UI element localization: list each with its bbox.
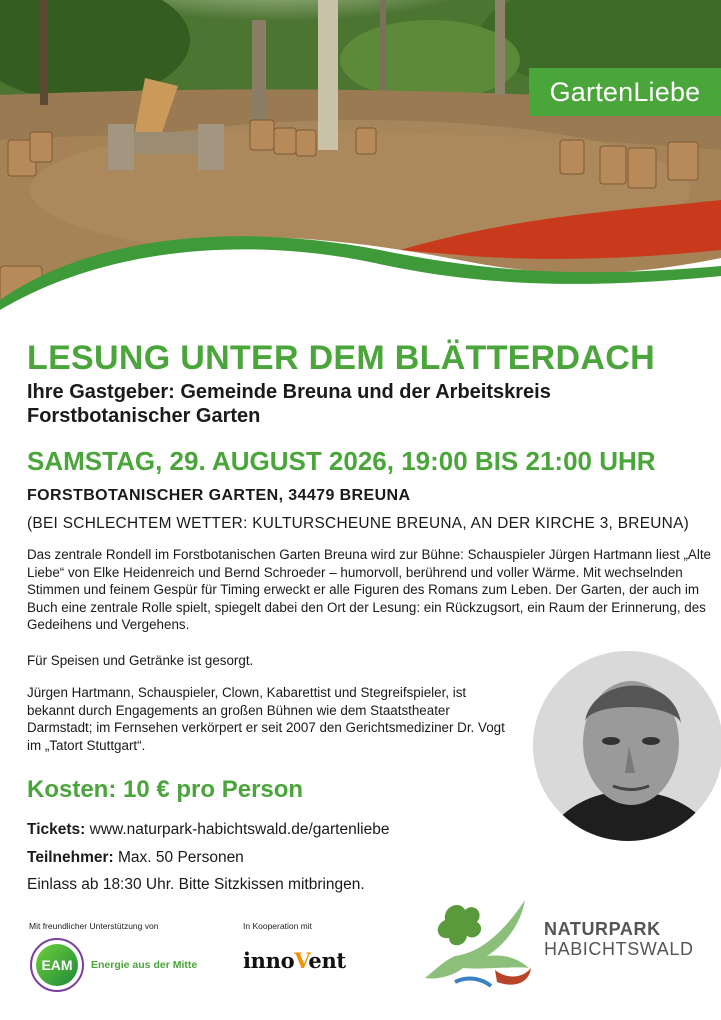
portrait-image xyxy=(533,651,721,841)
eam-tagline: Energie aus der Mitte xyxy=(91,959,198,971)
catering-note: Für Speisen und Getränke ist gesorgt. xyxy=(27,653,254,668)
tickets-label: Tickets: xyxy=(27,821,86,838)
forest-garden-illustration xyxy=(0,0,721,330)
innovent-logo-part: inno xyxy=(243,948,295,973)
costs: Kosten: 10 € pro Person xyxy=(27,776,304,803)
innovent-logo-part: ent xyxy=(308,948,346,973)
cooperation-caption: In Kooperation mit xyxy=(243,921,312,931)
eam-logo-text: EAM xyxy=(41,957,73,973)
entry-note: Einlass ab 18:30 Uhr. Bitte Sitzkissen mitbringen. xyxy=(27,876,365,893)
innovent-logo xyxy=(243,948,346,973)
participants-value: Max. 50 Personen xyxy=(113,849,244,866)
naturpark-subtitle: HABICHTSWALD xyxy=(544,939,694,959)
support-caption: Mit freundlicher Unterstützung von xyxy=(29,921,159,931)
performer-bio: Jürgen Hartmann, Schauspieler, Clown, Kabarettist und Stegreifspieler, ist bekannt durch Engagements an großen Bühnen wie dem Staatstheater Darmstadt; im Fernsehen verkörpert er seit 2007 den Gerichtsmediziner Dr. Vogt im „Tatort Stuttgart“. xyxy=(27,685,505,753)
innovent-logo-v: V xyxy=(294,948,309,973)
event-header xyxy=(27,338,717,534)
description-paragraph: Das zentrale Rondell im Forstbotanischen Garten Breuna wird zur Bühne: Schauspieler Jürgen Hartmann liest „Alte Liebe“ von Elke Heidenreich und Bernd Schroeder – humorvoll, berührend und voller Wärme. Mit wechselnden Stimmen und feinem Gespür für Timing erweckt er alle Figuren des Romans zum Leben. Der Garten, der auch im Buch eine zentrale Rolle spielt, spiegelt dabei den Ort der Lesung: ein Rückzugsort, ein Raum der Erinnerung, des Gedeihens und Vergehens. xyxy=(27,547,712,632)
bad-weather-note: (BEI SCHLECHTEM WETTER: KULTURSCHEUNE BREUNA, AN DER KIRCHE 3, BREUNA) xyxy=(27,515,690,532)
participants-line xyxy=(27,849,244,867)
hosts-line-1: Ihre Gastgeber: Gemeinde Breuna und der Arbeitskreis xyxy=(27,381,551,403)
participants-label: Teilnehmer: xyxy=(27,849,114,866)
event-date: SAMSTAG, 29. AUGUST 2026, 19:00 BIS 21:00 UHR xyxy=(27,446,656,476)
header-photo xyxy=(0,0,721,330)
naturpark-bird-leaf-icon xyxy=(425,898,540,990)
event-hosts xyxy=(27,380,717,428)
naturpark-title: NATURPARK xyxy=(544,919,661,939)
tickets-line xyxy=(27,821,389,839)
hosts-line-2: Forstbotanischer Garten xyxy=(27,405,261,427)
event-venue: FORSTBOTANISCHER GARTEN, 34479 BREUNA xyxy=(27,487,411,504)
performer-portrait xyxy=(533,651,721,841)
gartenliebe-badge: GartenLiebe xyxy=(529,68,721,116)
eam-logo-icon xyxy=(30,938,84,992)
event-title: LESUNG UNTER DEM BLÄTTERDACH xyxy=(27,339,655,377)
tickets-url[interactable]: www.naturpark-habichtswald.de/gartenliebe xyxy=(85,821,390,838)
